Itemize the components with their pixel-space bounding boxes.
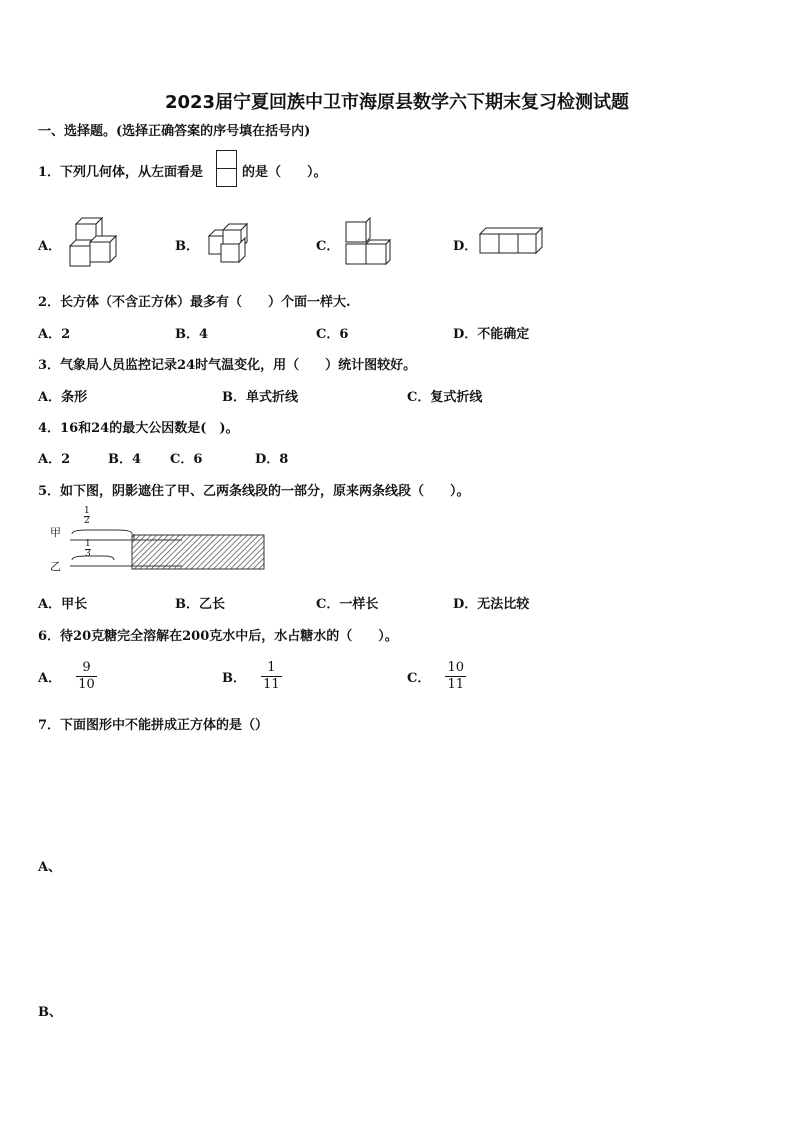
q6-option-b[interactable]: B． $\frac{1}{11}$ [222,660,280,692]
q4-option-d[interactable]: D．8 [255,452,289,467]
q2-option-c[interactable]: C．6 [316,327,349,342]
q4-stem: 4．16和24的最大公因数是( )。 [38,421,239,436]
q6-option-a[interactable]: A． $\frac{9}{10}$ [38,660,95,692]
q6-option-b-fraction: $\frac{1}{11}$ [263,660,280,692]
q4-option-a[interactable]: A．2 [38,452,71,467]
q2-stem: 2．长方体（不含正方体）最多有（ ）个面一样大. [38,295,351,310]
q3-option-c[interactable]: C．复式折线 [407,390,483,405]
q5-fraction-half: 1 2 [84,506,90,526]
q1-option-c-cubes-icon [344,218,394,268]
q5-label-jia: 甲 [50,526,61,539]
q5-label-yi: 乙 [50,560,61,573]
q3-option-a[interactable]: A．条形 [38,390,88,405]
q5-option-b[interactable]: B．乙长 [175,597,225,612]
q1-option-a[interactable]: A． [38,239,62,254]
q6-option-c-fraction: $\frac{10}{11}$ [447,660,464,692]
q2-option-d[interactable]: D．不能确定 [453,327,530,342]
q6-option-a-fraction: $\frac{9}{10}$ [78,660,95,692]
page-title: 2023届宁夏回族中卫市海原县数学六下期末复习检测试题 [164,92,630,113]
q7-option-a[interactable]: A、 [38,860,62,875]
q5-stem: 5．如下图，阴影遮住了甲、乙两条线段的一部分，原来两条线段（ ）。 [38,484,470,499]
q1-option-d[interactable]: D． [453,239,478,254]
q1-option-b-cubes-icon [205,222,257,266]
q7-option-b[interactable]: B、 [38,1005,62,1020]
q2-option-b[interactable]: B．4 [175,327,209,342]
q3-stem: 3．气象局人员监控记录24时气温变化，用（ ）统计图较好。 [38,358,417,373]
q1-stem-before: 1．下列几何体，从左面看是 [38,165,204,180]
q7-stem: 7．下面图形中不能拼成正方体的是（） [38,718,269,733]
q1-stem-after: 的是（ ）。 [242,165,327,180]
q2-option-a[interactable]: A．2 [38,327,71,342]
q1-option-c[interactable]: C． [316,239,340,254]
q1-option-b[interactable]: B． [175,239,199,254]
section-heading: 一、选择题。(选择正确答案的序号填在括号内) [38,124,311,139]
q5-fraction-third: 1 3 [85,539,91,559]
q1-option-d-cubes-icon [478,226,546,256]
q5-option-c[interactable]: C．一样长 [316,597,379,612]
q4-option-b[interactable]: B．4 [108,452,142,467]
q5-option-d[interactable]: D．无法比较 [453,597,530,612]
q3-option-b[interactable]: B．单式折线 [222,390,298,405]
q1-option-a-cubes-icon [68,216,122,270]
q6-stem: 6．待20克糖完全溶解在200克水中后，水占糖水的（ ）。 [38,629,398,644]
q1-left-view-icon [216,150,238,188]
q4-option-c[interactable]: C．6 [170,452,203,467]
q6-option-c[interactable]: C． $\frac{10}{11}$ [407,660,464,692]
q5-segment-diagram [42,508,272,574]
q5-option-a[interactable]: A．甲长 [38,597,88,612]
